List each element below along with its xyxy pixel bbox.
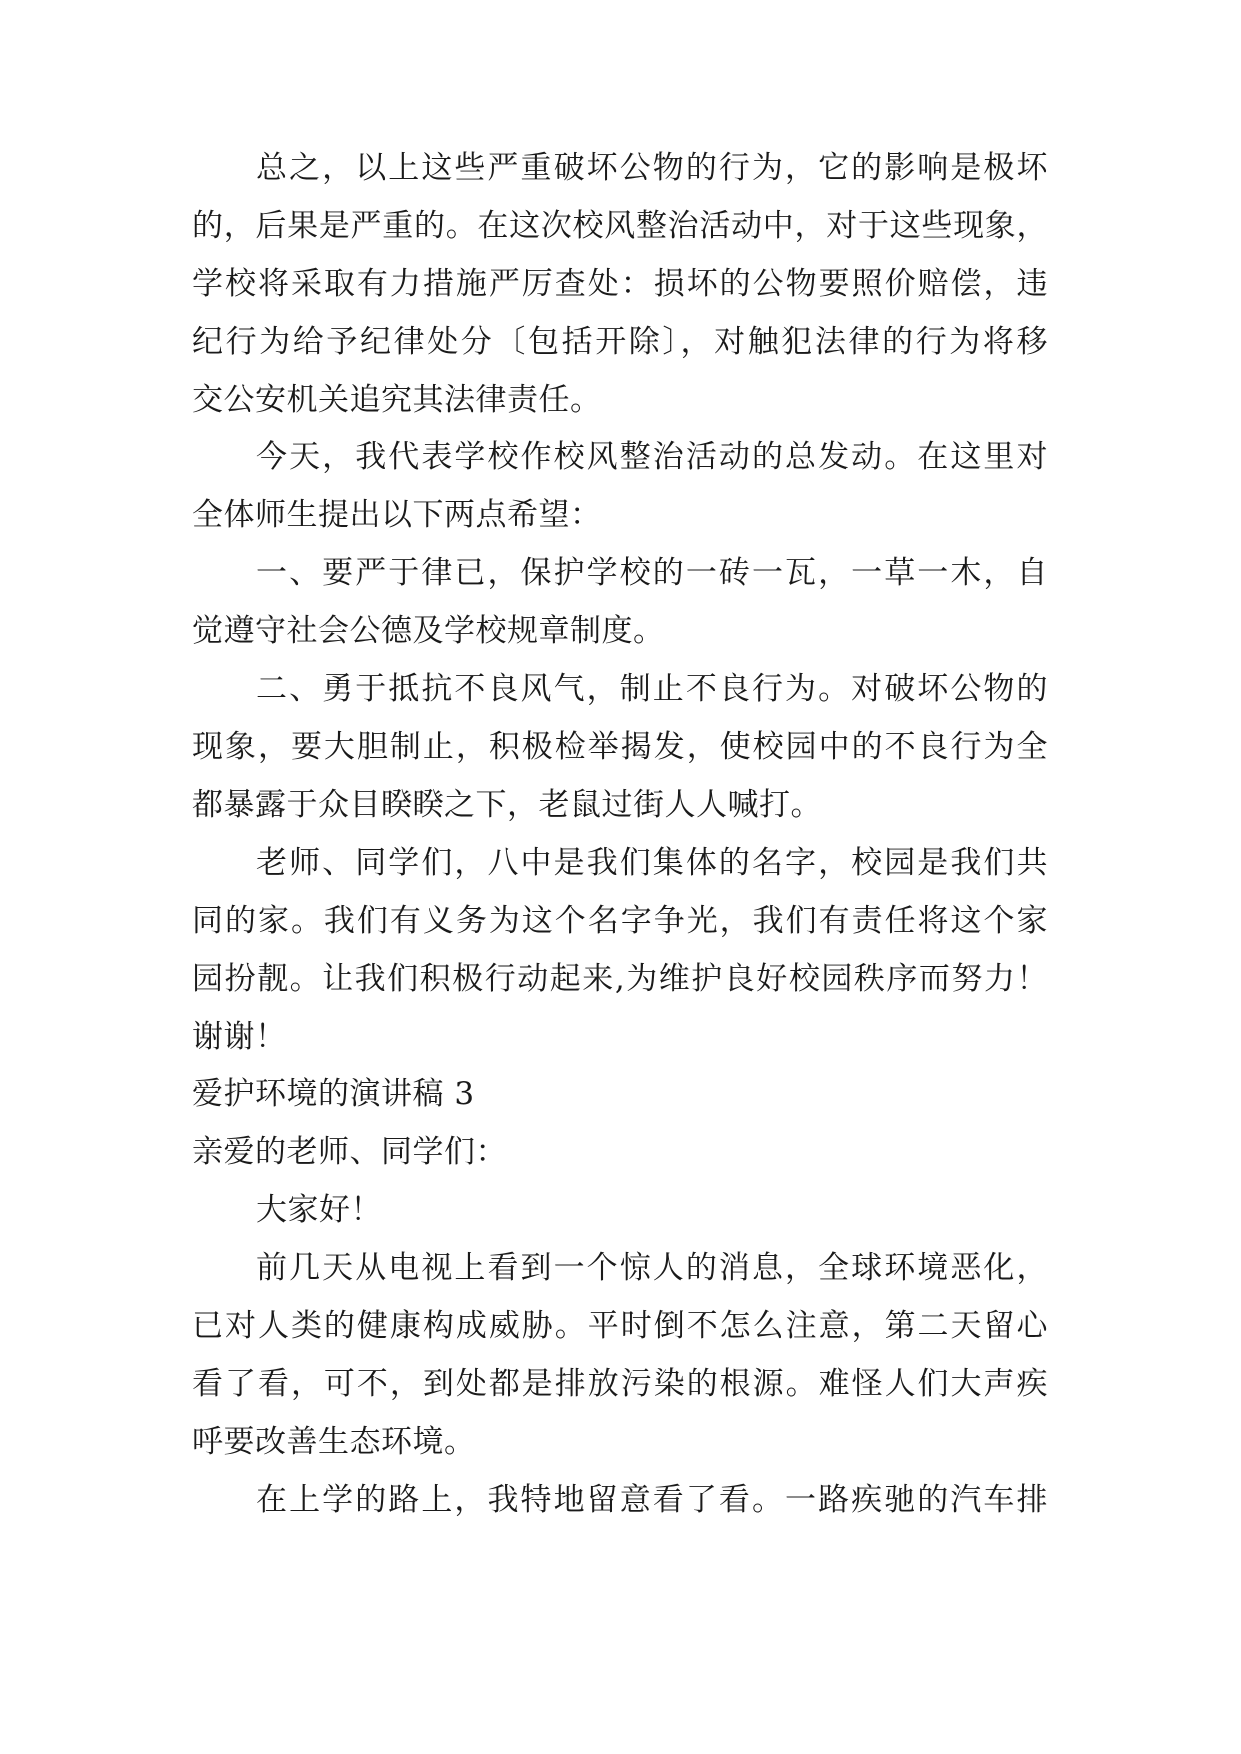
paragraph-line: 老师、同学们，八中是我们集体的名字，校园是我们共 — [256, 845, 1048, 881]
paragraph-line: 在上学的路上，我特地留意看了看。一路疾驰的汽车排 — [256, 1482, 1048, 1518]
paragraph-line: 同的家。我们有义务为这个名字争光，我们有责任将这个家 — [192, 903, 1048, 939]
section-heading: 爱护环境的演讲稿 3 — [192, 1076, 475, 1112]
paragraph-line: 一、要严于律已，保护学校的一砖一瓦，一草一木，自 — [256, 555, 1048, 591]
greeting: 大家好！ — [256, 1192, 382, 1228]
paragraph-line: 呼要改善生态环境。 — [192, 1424, 476, 1460]
paragraph-line: 前几天从电视上看到一个惊人的消息，全球环境恶化， — [256, 1250, 1048, 1286]
paragraph-line: 的，后果是严重的。在这次校风整治活动中，对于这些现象， — [192, 208, 1048, 244]
paragraph-line: 总之，以上这些严重破坏公物的行为，它的影响是极坏 — [256, 150, 1048, 186]
salutation: 亲爱的老师、同学们： — [192, 1134, 507, 1170]
paragraph-line: 觉遵守社会公德及学校规章制度。 — [192, 613, 665, 649]
paragraph-line: 现象，要大胆制止，积极检举揭发，使校园中的不良行为全 — [192, 729, 1048, 765]
paragraph-line: 都暴露于众目睽睽之下，老鼠过街人人喊打。 — [192, 787, 822, 823]
paragraph-line: 学校将采取有力措施严厉查处：损坏的公物要照价赔偿，违 — [192, 266, 1048, 302]
paragraph-line: 交公安机关追究其法律责任。 — [192, 382, 602, 418]
paragraph-line: 园扮靓。让我们积极行动起来,为维护良好校园秩序而努力！ — [192, 961, 1048, 997]
paragraph-line: 二、勇于抵抗不良风气，制止不良行为。对破坏公物的 — [256, 671, 1048, 707]
paragraph-line: 已对人类的健康构成威胁。平时倒不怎么注意，第二天留心 — [192, 1308, 1048, 1344]
paragraph-line: 今天，我代表学校作校风整治活动的总发动。在这里对 — [256, 439, 1048, 475]
paragraph-line: 纪行为给予纪律处分〔包括开除〕，对触犯法律的行为将移 — [192, 324, 1048, 360]
paragraph-line: 看了看，可不，到处都是排放污染的根源。难怪人们大声疾 — [192, 1366, 1048, 1402]
paragraph-line: 谢谢！ — [192, 1019, 287, 1055]
paragraph-line: 全体师生提出以下两点希望： — [192, 497, 602, 533]
